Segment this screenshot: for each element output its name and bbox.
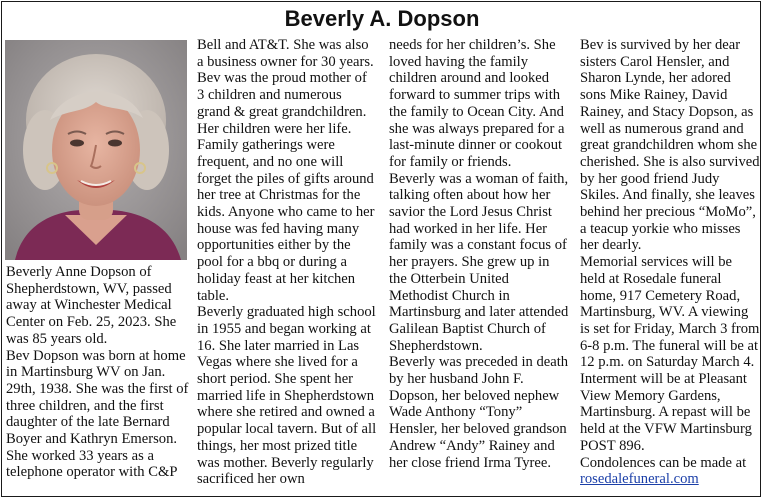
paragraph: Memorial services will be held at Rosedale funeral home, 917 Cemetery Road, Martinsburg, WV. A viewing is set for Friday, March 3 from 6-8 p.m. The funeral will be at 12 p.m. on Saturday March 4. Interment will be at Pleasant View Memory Gardens, Martinsburg. A repast will be held at the VFW Martinsburg POST 896.: [580, 254, 760, 454]
column-4: [580, 37, 760, 488]
paragraph: Beverly was a woman of faith, talking often about how her savior the Lord Jesus Christ had worked in her life. Her family was a constant focus of her prayers. She grew up in the Otterbein United Methodist Church in Martinsburg and later attended Galilean Baptist Church of Shepherdstown.: [389, 170, 569, 354]
paragraph: Beverly graduated high school in 1955 and began working at 16. She later married in Las Vegas where she lived for a short period. She spent her married life in Shepherdstown where she retired and owned a popular local tavern. But of all things, her most prized title was mother. Beverly regularly sacrificed her own: [197, 304, 377, 488]
column-1: [6, 264, 190, 481]
column-2: [197, 37, 377, 488]
paragraph: needs for her children’s. She loved having the family children around and looked forward to summer trips with the family to Ocean City. And she was always prepared for a last-minute dinner or cookout for family or friends.: [389, 37, 565, 170]
obituary-title: Beverly A. Dopson: [284, 6, 480, 31]
portrait-photo: [5, 40, 187, 260]
paragraph: Beverly was preceded in death by her husband John F. Dopson, her beloved nephew Wade Anthony “Tony” Hensler, her beloved grandson Andrew “Andy” Rainey and her close friend Irma Tyree.: [389, 354, 569, 471]
paragraph: Bev Dopson was born at home in Martinsburg WV on Jan. 29th, 1938. She was the first of three children, and the first daughter of the late Bernard Boyer and Kathryn Emerson.: [6, 347, 189, 448]
paragraph: Beverly Anne Dopson of Shepherdstown, WV, passed away at Winchester Medical Center on Feb. 25, 2023. She was 85 years old.: [6, 264, 177, 347]
column-3: [389, 37, 569, 471]
paragraph: Bev was the proud mother of 3 children and numerous grand & great grandchildren. Her children were her life. Family gatherings were frequent, and no one will forget the piles of gifts around her tree at Christmas for the kids. Anyone who came to her house was fed having many opportunities either by the pool for a bbq or during a holiday feast at her kitchen table.: [197, 70, 375, 304]
funeral-home-link[interactable]: rosedalefuneral.com: [580, 471, 699, 488]
paragraph: Bell and AT&T. She was also a business owner for 30 years.: [197, 37, 374, 70]
paragraph: Condolences can be made at: [580, 454, 747, 471]
paragraph: Bev is survived by her dear sisters Carol Hensler, and Sharon Lynde, her adored sons Mike Rainey, David Rainey, and Stacy Dopson, as well as numerous grand and great grandchildren whom she cherished. She is also survived by her good friend Judy Skiles. And finally, she leaves behind her precious “MoMo”, a teacup yorkie who misses her dearly.: [580, 37, 760, 254]
paragraph: She worked 33 years as a telephone operator with C&P: [6, 447, 178, 481]
